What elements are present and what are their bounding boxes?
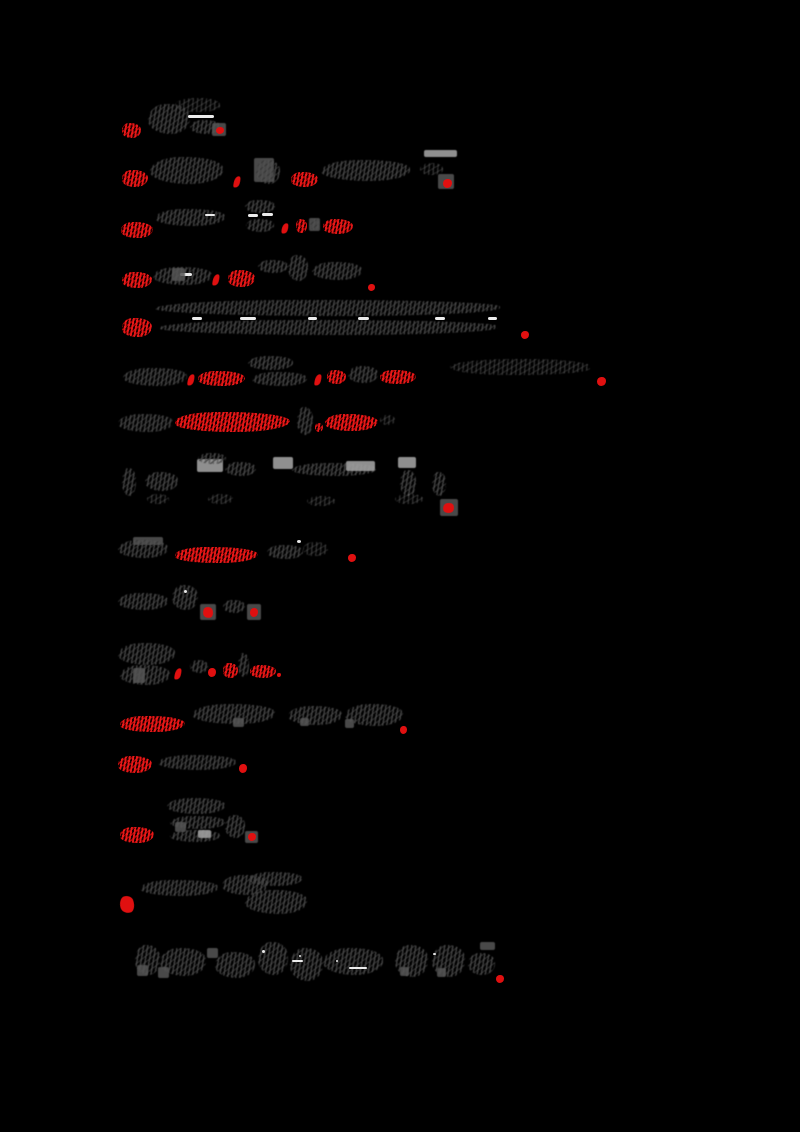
smudge-box: [207, 948, 218, 958]
red-comma-mark: [313, 373, 322, 386]
handwriting-ink: [225, 815, 245, 838]
handwriting-ink: [348, 366, 378, 383]
handwriting-ink: [290, 948, 323, 981]
handwriting-ink: [190, 660, 208, 673]
handwriting-ink: [256, 160, 280, 184]
red-dot-mark: [239, 764, 247, 773]
red-annotation-ink: [250, 665, 276, 678]
handwriting-ink: [167, 798, 225, 814]
fraction-bar-highlight: [205, 214, 215, 216]
white-speck: [262, 950, 265, 953]
handwriting-ink: [155, 209, 225, 226]
fraction-bar-highlight: [358, 317, 369, 320]
highlight-box: [198, 830, 211, 838]
handwriting-ink: [310, 219, 319, 230]
handwriting-ink-faint: [208, 494, 233, 504]
smudge-box: [400, 967, 409, 976]
handwriting-ink: [238, 653, 249, 677]
handwriting-ink-faint: [307, 496, 335, 506]
red-comma-mark: [173, 667, 182, 680]
red-annotation-ink: [327, 370, 346, 384]
handwriting-ink: [123, 368, 187, 386]
fraction-bar-highlight: [308, 317, 317, 320]
handwriting-ink: [288, 706, 342, 725]
handwriting-ink: [118, 593, 168, 610]
handwriting-ink: [145, 472, 178, 491]
smudge-box: [158, 967, 169, 978]
red-comma-mark: [186, 373, 195, 386]
handwriting-ink: [297, 407, 313, 435]
smudge-box: [480, 942, 495, 950]
smudge-box: [172, 268, 185, 281]
handwriting-ink: [248, 356, 293, 370]
handwriting-ink: [158, 320, 498, 335]
red-annotation-ink: [121, 222, 153, 238]
fraction-bar-highlight: [192, 317, 202, 320]
red-comma-mark: [232, 175, 241, 188]
red-dot-mark: [597, 377, 606, 386]
white-speck: [184, 590, 187, 593]
highlight-box: [346, 461, 375, 471]
red-annotation-ink: [223, 663, 238, 678]
red-annotation-ink: [120, 716, 185, 732]
handwriting-ink: [321, 160, 410, 181]
red-dot-mark: [400, 726, 407, 734]
handwriting-ink: [258, 260, 288, 273]
handwriting-ink-faint: [147, 494, 169, 504]
highlight-box: [273, 457, 293, 469]
handwriting-ink: [215, 952, 255, 978]
handwriting-ink-faint: [395, 494, 423, 504]
handwriting-ink: [225, 462, 256, 476]
handwriting-ink: [246, 219, 274, 232]
handwriting-ink: [198, 453, 226, 464]
red-annotation-ink: [325, 414, 378, 431]
handwriting-ink: [118, 414, 173, 432]
handwriting-ink: [312, 262, 362, 280]
smudge-box: [437, 968, 446, 977]
red-annotation-ink: [122, 318, 152, 337]
white-speck: [336, 960, 338, 962]
red-annotation-ink: [122, 123, 141, 138]
handwriting-ink: [432, 472, 446, 496]
smudge-box: [137, 965, 148, 976]
red-annotation-ink: [175, 547, 258, 563]
handwriting-ink: [170, 830, 220, 842]
red-annotation-ink: [175, 412, 290, 432]
fraction-bar-highlight: [188, 115, 214, 118]
handwriting-ink: [323, 948, 383, 975]
red-annotation-ink: [122, 272, 152, 288]
handwriting-ink: [140, 880, 218, 896]
handwriting-ink: [258, 942, 288, 975]
white-speck: [299, 955, 301, 957]
fraction-bar-highlight: [435, 317, 445, 320]
handwriting-ink: [172, 585, 198, 610]
handwriting-ink: [288, 255, 308, 281]
handwriting-ink: [400, 470, 416, 496]
red-annotation-ink: [380, 370, 416, 384]
fraction-bar-highlight: [262, 213, 273, 216]
red-annotation-ink: [198, 371, 245, 386]
red-check-mark: [118, 895, 135, 915]
red-annotation-ink: [323, 219, 353, 234]
red-dot-mark: [368, 284, 375, 291]
handwriting-ink: [245, 200, 275, 213]
red-annotation-ink: [122, 170, 148, 187]
handwriting-ink: [122, 468, 136, 496]
white-speck: [297, 540, 301, 543]
red-dot-mark: [208, 668, 216, 677]
red-dot-mark: [496, 975, 504, 983]
handwriting-ink: [148, 104, 190, 134]
highlight-box: [424, 150, 457, 157]
handwriting-ink: [155, 300, 500, 316]
handwriting-ink: [252, 372, 307, 386]
red-annotation-ink: [118, 756, 152, 773]
red-annotation-ink: [296, 219, 307, 233]
smudge-box: [300, 718, 309, 726]
handwriting-ink: [267, 545, 303, 559]
fraction-bar-highlight: [292, 960, 303, 962]
white-speck: [433, 953, 436, 955]
red-dot-mark: [521, 331, 529, 339]
fraction-bar-highlight: [349, 967, 367, 969]
fraction-bar-highlight: [240, 317, 256, 320]
smudge-box: [233, 718, 244, 727]
red-dot-mark: [348, 554, 356, 562]
red-comma-mark: [211, 273, 220, 286]
handwriting-ink: [118, 643, 175, 665]
highlight-box: [398, 457, 416, 468]
smudge-box: [345, 719, 354, 728]
red-annotation-ink: [228, 270, 255, 287]
handwriting-ink: [245, 890, 307, 914]
red-dot-mark: [277, 673, 281, 677]
red-annotation-ink: [120, 827, 154, 843]
handwriting-ink: [120, 665, 170, 685]
red-annotation-ink: [315, 423, 323, 432]
handwriting-ink: [223, 600, 245, 613]
handwriting-ink: [468, 953, 495, 975]
fraction-bar-highlight: [488, 317, 497, 320]
handwriting-ink: [248, 872, 302, 886]
handwriting-ink: [158, 755, 236, 770]
red-comma-mark: [280, 222, 289, 234]
handwriting-ink-faint: [303, 542, 328, 556]
smudge-box: [133, 668, 145, 683]
fraction-bar-highlight: [248, 214, 258, 217]
handwriting-ink-faint: [380, 415, 395, 425]
handwriting-ink: [150, 157, 223, 184]
handwriting-ink: [118, 540, 168, 558]
red-annotation-ink: [291, 172, 318, 187]
handwriting-ink-faint: [450, 359, 590, 375]
